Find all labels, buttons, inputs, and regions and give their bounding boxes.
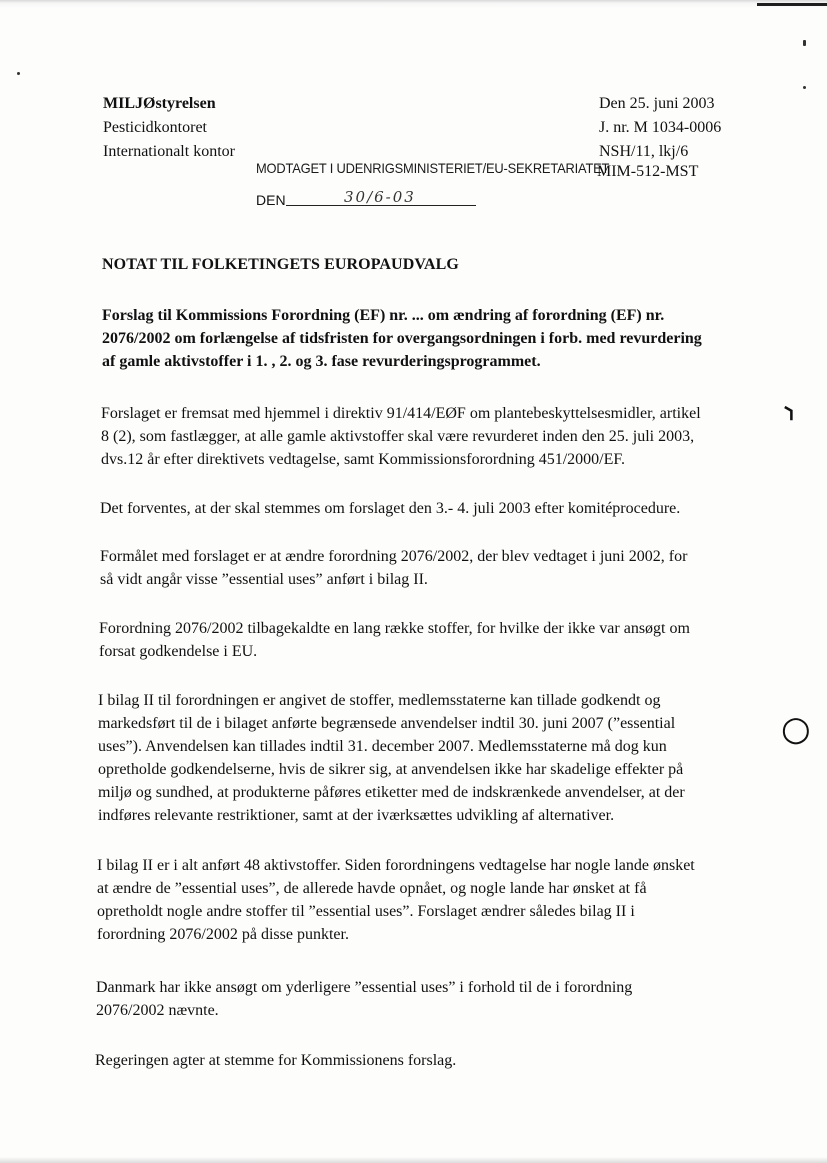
paragraph-line: dvs.12 år efter direktivets vedtagelse, samt Kommissionsforordning 451/2000/EF. bbox=[101, 451, 625, 468]
paragraph-line: markedsført til de i bilaget anførte begrænsede anvendelser indtil 30. juni 2007 (”essential bbox=[98, 715, 676, 732]
paragraph-line: Det forventes, at der skal stemmes om forslaget den 3.- 4. juli 2003 efter komitéprocedure. bbox=[100, 500, 681, 517]
paragraph-purpose bbox=[100, 545, 750, 591]
scan-bottom-edge bbox=[0, 1157, 827, 1163]
received-stamp-date-row bbox=[256, 188, 476, 208]
document-title: NOTAT TIL FOLKETINGETS EUROPAUDVALG bbox=[102, 256, 459, 273]
subject-line: Forslag til Kommissions Forordning (EF) nr. ... om ændring af forordning (EF) nr. bbox=[102, 307, 665, 324]
scan-top-edge bbox=[0, 0, 827, 8]
sender-unit: Internationalt kontor bbox=[103, 143, 235, 160]
received-stamp-ref: MIM-512-MST bbox=[597, 163, 699, 180]
paragraph-line: forsat godkendelse i EU. bbox=[99, 643, 258, 660]
paragraph-line: opretholde godkendelserne, hvis de sikrer sig, at anvendelsen ikke har skadelige effekter på bbox=[98, 761, 684, 778]
paragraph-line: så vidt angår visse ”essential uses” anført i bilag II. bbox=[100, 571, 428, 588]
journal-number: J. nr. M 1034-0006 bbox=[599, 119, 722, 136]
paragraph-line: miljø og sundhed, at produkterne påføres etiketter med de indskrænkede anvendelser, at der bbox=[98, 784, 685, 801]
received-stamp-text: MODTAGET I UDENRIGSMINISTERIET/EU-SEKRETARIATET bbox=[256, 160, 610, 176]
paragraph-government-decision bbox=[95, 1049, 745, 1072]
paragraph-line: Forordning 2076/2002 tilbagekaldte en lang række stoffer, for hvilke der ikke var ansøgt om bbox=[99, 620, 690, 637]
paragraph-line: 8 (2), som fastlægger, at alle gamle aktivstoffer skal være revurderet inden den 25. juli 2003, bbox=[101, 428, 695, 445]
paragraph-line: indføres relevante restriktioner, samt at der iværksættes udvikling af alternativer. bbox=[98, 807, 615, 824]
paragraph-vote-date bbox=[100, 497, 750, 520]
paragraph-withdrawal bbox=[99, 617, 749, 663]
paragraph-line: opretholdt nogle andre stoffer til ”essential uses”. Forslaget ændrer således bilag II i bbox=[97, 903, 635, 920]
sender-org-name: MILJØstyrelsen bbox=[103, 95, 216, 112]
paragraph-line: Regeringen agter at stemme for Kommissionens forslag. bbox=[95, 1052, 457, 1069]
paragraph-line: uses”). Anvendelsen kan tillades indtil 31. december 2007. Medlemsstaterne må dog kun bbox=[98, 738, 667, 755]
sender-block bbox=[103, 92, 235, 164]
paragraph-line: at ændre de ”essential uses”, de allerede havde opnået, og nogle lande har ønsket at få bbox=[97, 880, 647, 897]
paragraph-annex-ii bbox=[98, 689, 748, 827]
paragraph-denmark-position bbox=[96, 976, 746, 1022]
sender-org bbox=[103, 92, 235, 116]
paragraph-legal-basis bbox=[101, 402, 751, 471]
received-stamp-den-label: DEN bbox=[256, 192, 286, 208]
scan-speck bbox=[803, 40, 806, 46]
document-date: Den 25. juni 2003 bbox=[599, 95, 715, 112]
paragraph-line: I bilag II er i alt anført 48 aktivstoffer. Siden forordningens vedtagelse har nogle lande ønsket bbox=[97, 857, 695, 874]
subject-line: 2076/2002 om forlængelse af tidsfristen for overgangsordningen i forb. med revurdering bbox=[102, 330, 702, 347]
paragraph-line: Danmark har ikke ansøgt om yderligere ”essential uses” i forhold til de i forordning bbox=[96, 979, 633, 996]
subject-line: af gamle aktivstoffer i 1. , 2. og 3. fase revurderingsprogrammet. bbox=[102, 353, 541, 370]
scan-speck bbox=[17, 72, 20, 75]
sender-office: Pesticidkontoret bbox=[103, 119, 207, 136]
reference-block bbox=[599, 92, 721, 164]
subject-heading bbox=[102, 304, 742, 373]
paragraph-active-substances bbox=[97, 854, 747, 946]
paragraph-line: Formålet med forslaget er at ændre forordning 2076/2002, der blev vedtaget i juni 2002, for bbox=[100, 548, 688, 565]
received-stamp-handwritten-date: 30/6-03 bbox=[344, 188, 416, 206]
paragraph-line: 2076/2002 nævnte. bbox=[96, 1002, 219, 1019]
paragraph-line: Forslaget er fremsat med hjemmel i direktiv 91/414/EØF om plantebeskyttelsesmidler, artikel bbox=[101, 405, 701, 422]
punch-hole-mark-lower: ○ bbox=[781, 709, 811, 749]
scan-speck bbox=[803, 86, 806, 89]
punch-hole-mark-upper: ⸃ bbox=[781, 401, 796, 436]
case-handler-initials: NSH/11, lkj/6 bbox=[599, 143, 689, 160]
paragraph-line: forordning 2076/2002 på disse punkter. bbox=[97, 926, 349, 943]
paragraph-line: I bilag II til forordningen er angivet de stoffer, medlemsstaterne kan tillade godkendt og bbox=[98, 692, 661, 709]
